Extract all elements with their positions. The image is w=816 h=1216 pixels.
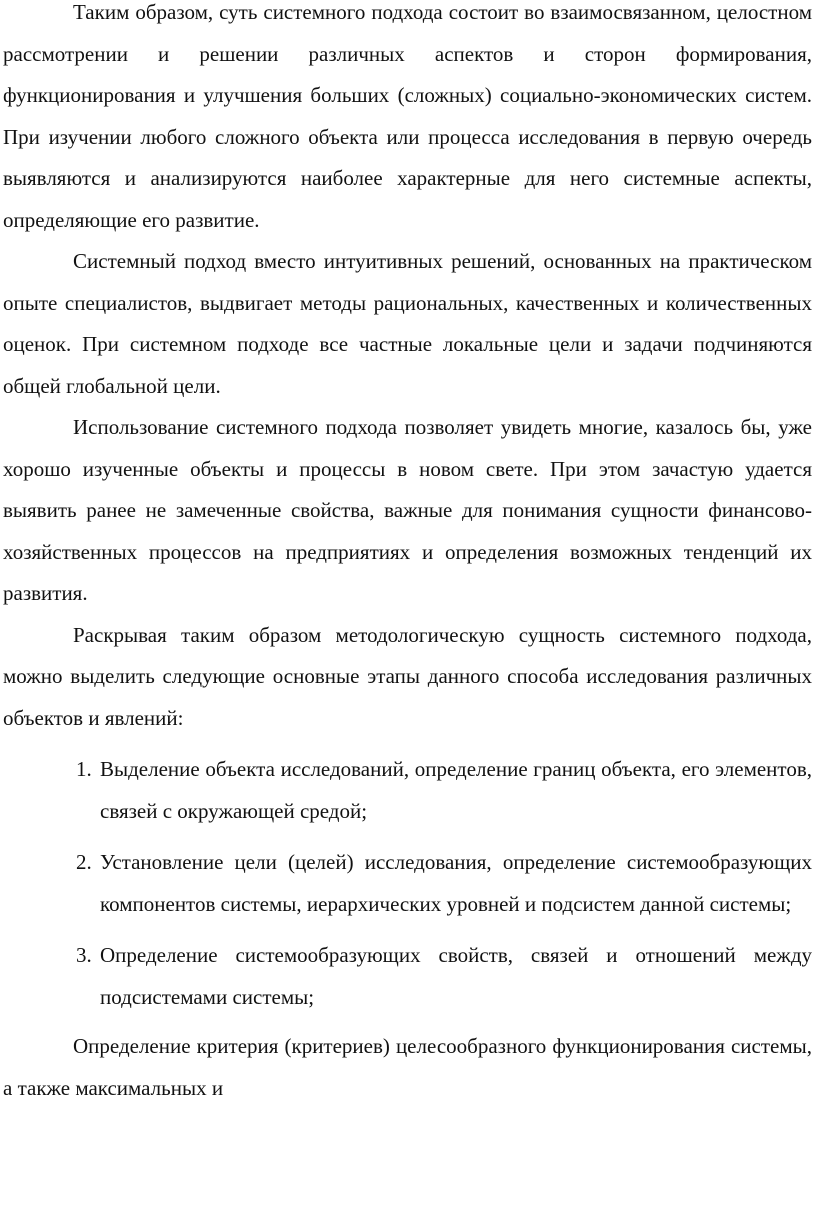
list-item-number: 1. [76,757,92,781]
list-item [3,842,812,925]
list-item-text: Установление цели (целей) исследования, определение системообразующих компонентов системы, иерархических уровней и подсистем данной системы; [100,850,812,916]
steps-list [3,749,812,1018]
list-item [3,749,812,832]
paragraph-1: Таким образом, суть системного подхода состоит во взаимосвязанном, целостном рассмотрении и решении различных аспектов и сторон формирования, функционирования и улучшения больших (сложных) социально-экономических систем. При изучении любого сложного объекта или процесса исследования в первую очередь выявляются и анализируются наиболее характерные для него системные аспекты, определяющие его развитие. [3,0,812,232]
list-item-number: 2. [76,850,92,874]
paragraph-4: Раскрывая таким образом методологическую сущность системного подхода, можно выделить следующие основные этапы данного способа исследования различных объектов и явлений: [3,622,812,730]
list-item-number: 3. [76,943,92,967]
list-item-text: Определение системообразующих свойств, связей и отношений между подсистемами системы; [100,943,812,1009]
list-item-text: Выделение объекта исследований, определение границ объекта, его элементов, связей с окружающей средой; [100,757,812,823]
list-item [3,935,812,1018]
tail-paragraph: Определение критерия (критериев) целесообразного функционирования системы, а также максимальных и [3,1034,812,1100]
paragraph-3: Использование системного подхода позволяет увидеть многие, казалось бы, уже хорошо изученные объекты и процессы в новом свете. При этом зачастую удается выявить ранее не замеченные свойства, важные для понимания сущности финансово-хозяйственных процессов на предприятиях и определения возможных тенденций их развития. [3,415,812,605]
paragraph-2: Системный подход вместо интуитивных решений, основанных на практическом опыте специалистов, выдвигает методы рациональных, качественных и количественных оценок. При системном подходе все частные локальные цели и задачи подчиняются общей глобальной цели. [3,249,812,398]
